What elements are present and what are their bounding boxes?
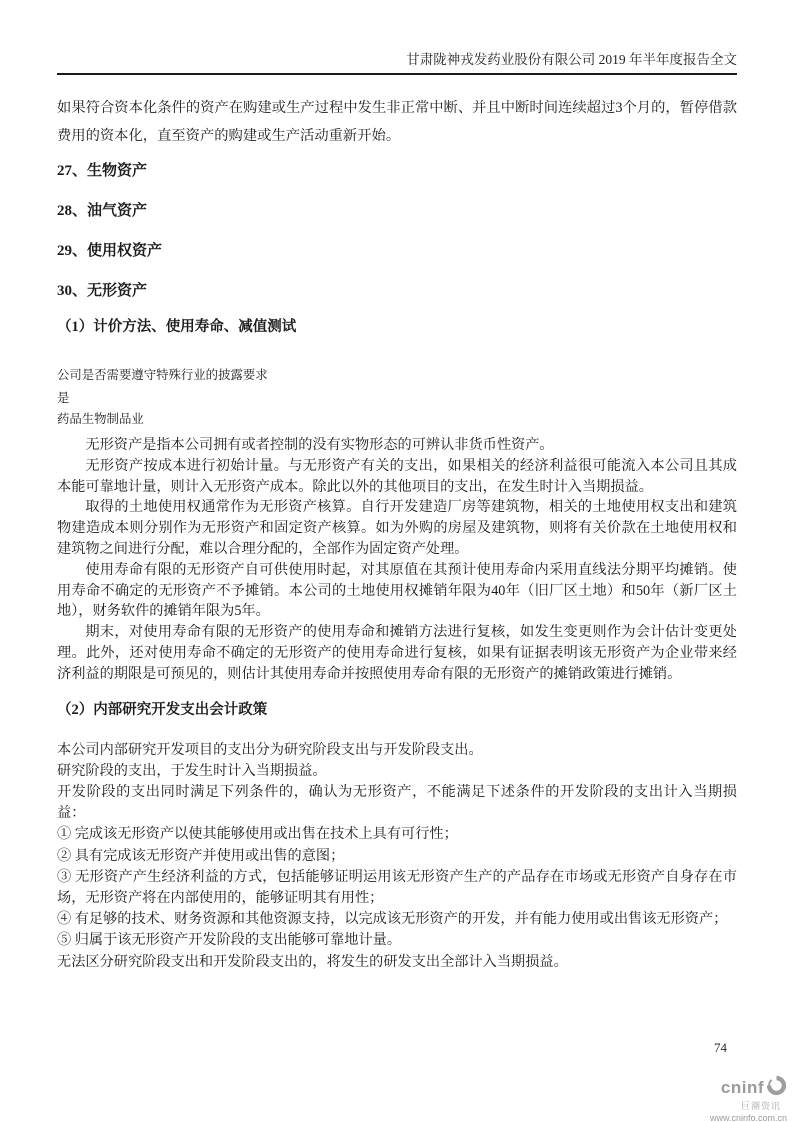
rd-condition-item: ② 具有完成该无形资产并使用或出售的意图；	[57, 847, 345, 864]
rd-line: 开发阶段的支出同时满足下列条件的，确认为无形资产，不能满足下述条件的开发阶段的支出计入当期损益：	[57, 783, 737, 822]
disclosure-question-line: 公司是否需要遵守特殊行业的披露要求	[57, 368, 268, 382]
intro-paragraph: 如果符合资本化条件的资产在购建或生产过程中发生非正常中断、并且中断时间连续超过3个月的，暂停借款费用的资本化，直至资产的购建或生产活动重新开始。	[57, 100, 737, 144]
page-header	[57, 0, 737, 75]
industry-line: 药品生物制品业	[57, 412, 144, 426]
rd-condition-item: ① 完成该无形资产以使其能够使用或出售在技术上具有可行性；	[57, 826, 458, 843]
subheading-rd-expenditure-policy: （2）内部研究开发支出会计政策	[57, 701, 268, 718]
policy-paragraph: 期末，对使用寿命有限的无形资产的使用寿命和摊销方法进行复核，如发生变更则作为会计估计变更处理。此外，还对使用寿命不确定的无形资产的使用寿命进行复核，如果有证据表明该无形资产为企业带来经济利益的期限是可预见的，则估计其使用寿命并按照使用寿命有限的无形资产的摊销政策进行摊销。	[57, 624, 737, 682]
rd-line: 研究阶段的支出，于发生时计入当期损益。	[57, 762, 327, 779]
rd-line: 无法区分研究阶段支出和开发阶段支出的，将发生的研发支出全部计入当期损益。	[57, 953, 568, 970]
policy-paragraph: 取得的土地使用权通常作为无形资产核算。自行开发建造厂房等建筑物，相关的土地使用权支出和建筑物建造成本则分别作为无形资产和固定资产核算。如为外购的房屋及建筑物，则将有关价款在土地使用权和建筑物之间进行分配，难以合理分配的，全部作为固定资产处理。	[57, 499, 737, 557]
policy-paragraph: 无形资产按成本进行初始计量。与无形资产有关的支出，如果相关的经济利益很可能流入本公司且其成本能可靠地计量，则计入无形资产成本。除此以外的其他项目的支出，在发生时计入当期损益。	[57, 457, 737, 495]
cninfo-url: www.cninfo.com.cn	[709, 1113, 787, 1122]
rd-condition-item: ④ 有足够的技术、财务资源和其他资源支持，以完成该无形资产的开发，并有能力使用或出售该无形资产；	[57, 911, 728, 928]
rd-condition-item: ⑤ 归属于该无形资产开发阶段的支出能够可靠地计量。	[57, 932, 402, 949]
rd-line: 本公司内部研究开发项目的支出分为研究阶段支出与开发阶段支出。	[57, 741, 483, 758]
policy-paragraph: 使用寿命有限的无形资产自可供使用时起，对其原值在其预计使用寿命内采用直线法分期平均摊销。使用寿命不确定的无形资产不予摊销。本公司的土地使用权摊销年限为40年（旧厂区土地）和50年（新厂区土地），财务软件的摊销年限为5年。	[57, 561, 737, 620]
disclosure-answer-line: 是	[57, 391, 70, 405]
heading-29-right-of-use-assets: 29、使用权资产	[57, 243, 163, 259]
cninfo-brand-text: cninf	[720, 1078, 764, 1097]
rd-condition-item: ③ 无形资产产生经济利益的方式，包括能够证明运用该无形资产生产的产品存在市场或无形资产自身存在市场，无形资产将在内部使用的，能够证明其有用性；	[57, 868, 737, 906]
cninfo-brand-row	[710, 1075, 787, 1100]
cninfo-swirl-icon	[766, 1075, 787, 1100]
intangible-assets-policy-block	[57, 435, 737, 685]
heading-27-biological-assets: 27、生物资产	[57, 163, 148, 179]
heading-28-oil-gas-assets: 28、油气资产	[57, 203, 148, 219]
subheading-valuation-method: （1）计价方法、使用寿命、减值测试	[57, 319, 297, 335]
cninfo-caption: 巨潮资讯	[740, 1101, 781, 1111]
header-title: 甘肃陇神戎发药业股份有限公司 2019 年半年度报告全文	[406, 52, 737, 67]
cninfo-logo	[710, 1075, 787, 1122]
heading-30-intangible-assets: 30、无形资产	[57, 283, 148, 299]
page-content	[57, 0, 737, 973]
page-number: 74	[714, 1040, 727, 1055]
policy-paragraph: 无形资产是指本公司拥有或者控制的没有实物形态的可辨认非货币性资产。	[85, 437, 554, 453]
rd-expenditure-block	[57, 740, 737, 973]
